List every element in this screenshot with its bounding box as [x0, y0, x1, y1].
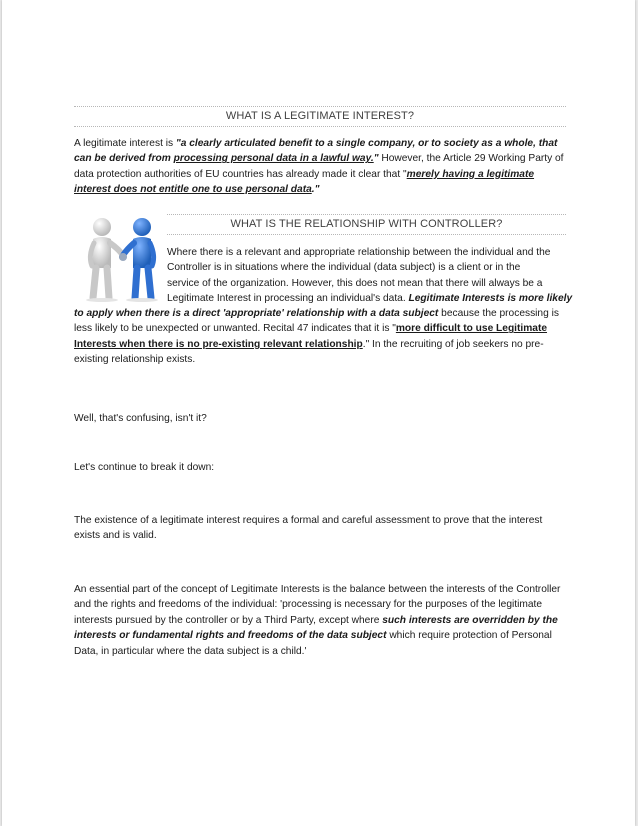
- document-page: [2, 0, 635, 826]
- s2-line-4: [167, 291, 573, 306]
- s2-line-1: Where there is a relevant and appropriate relationship between the individual and the: [167, 247, 551, 258]
- paragraph-essential: [74, 582, 564, 659]
- s2-line-4-emphasis: Legitimate Interests is more likely: [408, 293, 573, 305]
- section1-rule-bottom: [74, 126, 566, 127]
- s2-text: because the processing is less likely to be unexpected or unwanted. Recital 47 indicates that it is ": [74, 308, 559, 335]
- section1-paragraph: [74, 136, 564, 198]
- p1-quote-2-end: .": [311, 184, 320, 196]
- handshake-figures-icon: [80, 216, 164, 302]
- p1-text-2: However, the Article 29 Working Party of data protection authorities of EU countries has already made it clear that ": [74, 153, 564, 180]
- section2-rule-bottom: [167, 234, 566, 235]
- s2-text-end: ." In the recruiting of job seekers no pre-existing relationship exists.: [74, 338, 544, 366]
- essential-emphasis: such interests are overridden by the interests or fundamental rights and freedoms of the data subject: [74, 614, 558, 642]
- p1-text: A legitimate interest is: [74, 138, 176, 149]
- paragraph-existence: The existence of a legitimate interest requires a formal and careful assessment to prove that the interest exists and is valid.: [74, 515, 543, 542]
- paragraph-confusing: Well, that's confusing, isn't it?: [74, 413, 207, 424]
- s2-line-4-text: Legitimate Interest in processing an individual's data.: [167, 293, 409, 305]
- paragraph-continue: Let's continue to break it down:: [74, 462, 215, 473]
- section2-title: WHAT IS THE RELATIONSHIP WITH CONTROLLER?: [230, 218, 503, 230]
- section2-paragraph: [74, 306, 566, 368]
- section2-rule-top: [167, 214, 566, 215]
- p1-quote-2: merely having a legitimate interest does not entitle one to use personal data: [74, 168, 535, 196]
- s2-emphasis: to apply when there is a direct 'appropriate' relationship with a data subject: [74, 308, 439, 319]
- section1-rule-top: [74, 106, 566, 107]
- p1-quote-underlined: processing personal data in a lawful way.: [173, 153, 374, 165]
- s2-quote-underlined: more difficult to use Legitimate Interests when there is no pre-existing relevant relationship: [74, 323, 548, 350]
- s2-line-2: Controller is in situations where the individual (data subject) is a client or in the: [167, 262, 521, 274]
- section2-intro: [167, 245, 573, 307]
- p1-quote: "a clearly articulated benefit to a single company, or to society as a whole, that can be derived from: [74, 138, 558, 165]
- section1-title: WHAT IS A LEGITIMATE INTEREST?: [225, 110, 415, 122]
- s2-line-3: service of the organization. However, this does not mean that there will always be a: [167, 277, 543, 289]
- essential-text-end: which require protection of Personal Data, in particular where the data subject is a child.': [74, 630, 552, 657]
- p1-quote-end: ": [373, 153, 379, 165]
- essential-text: An essential part of the concept of Legitimate Interests is the balance between the interests of the Controller and the rights and freedoms of the individual: 'processing is necessary for the purposes of the legitimate interests pursued by the controller or by a Third Party, except where: [74, 584, 561, 626]
